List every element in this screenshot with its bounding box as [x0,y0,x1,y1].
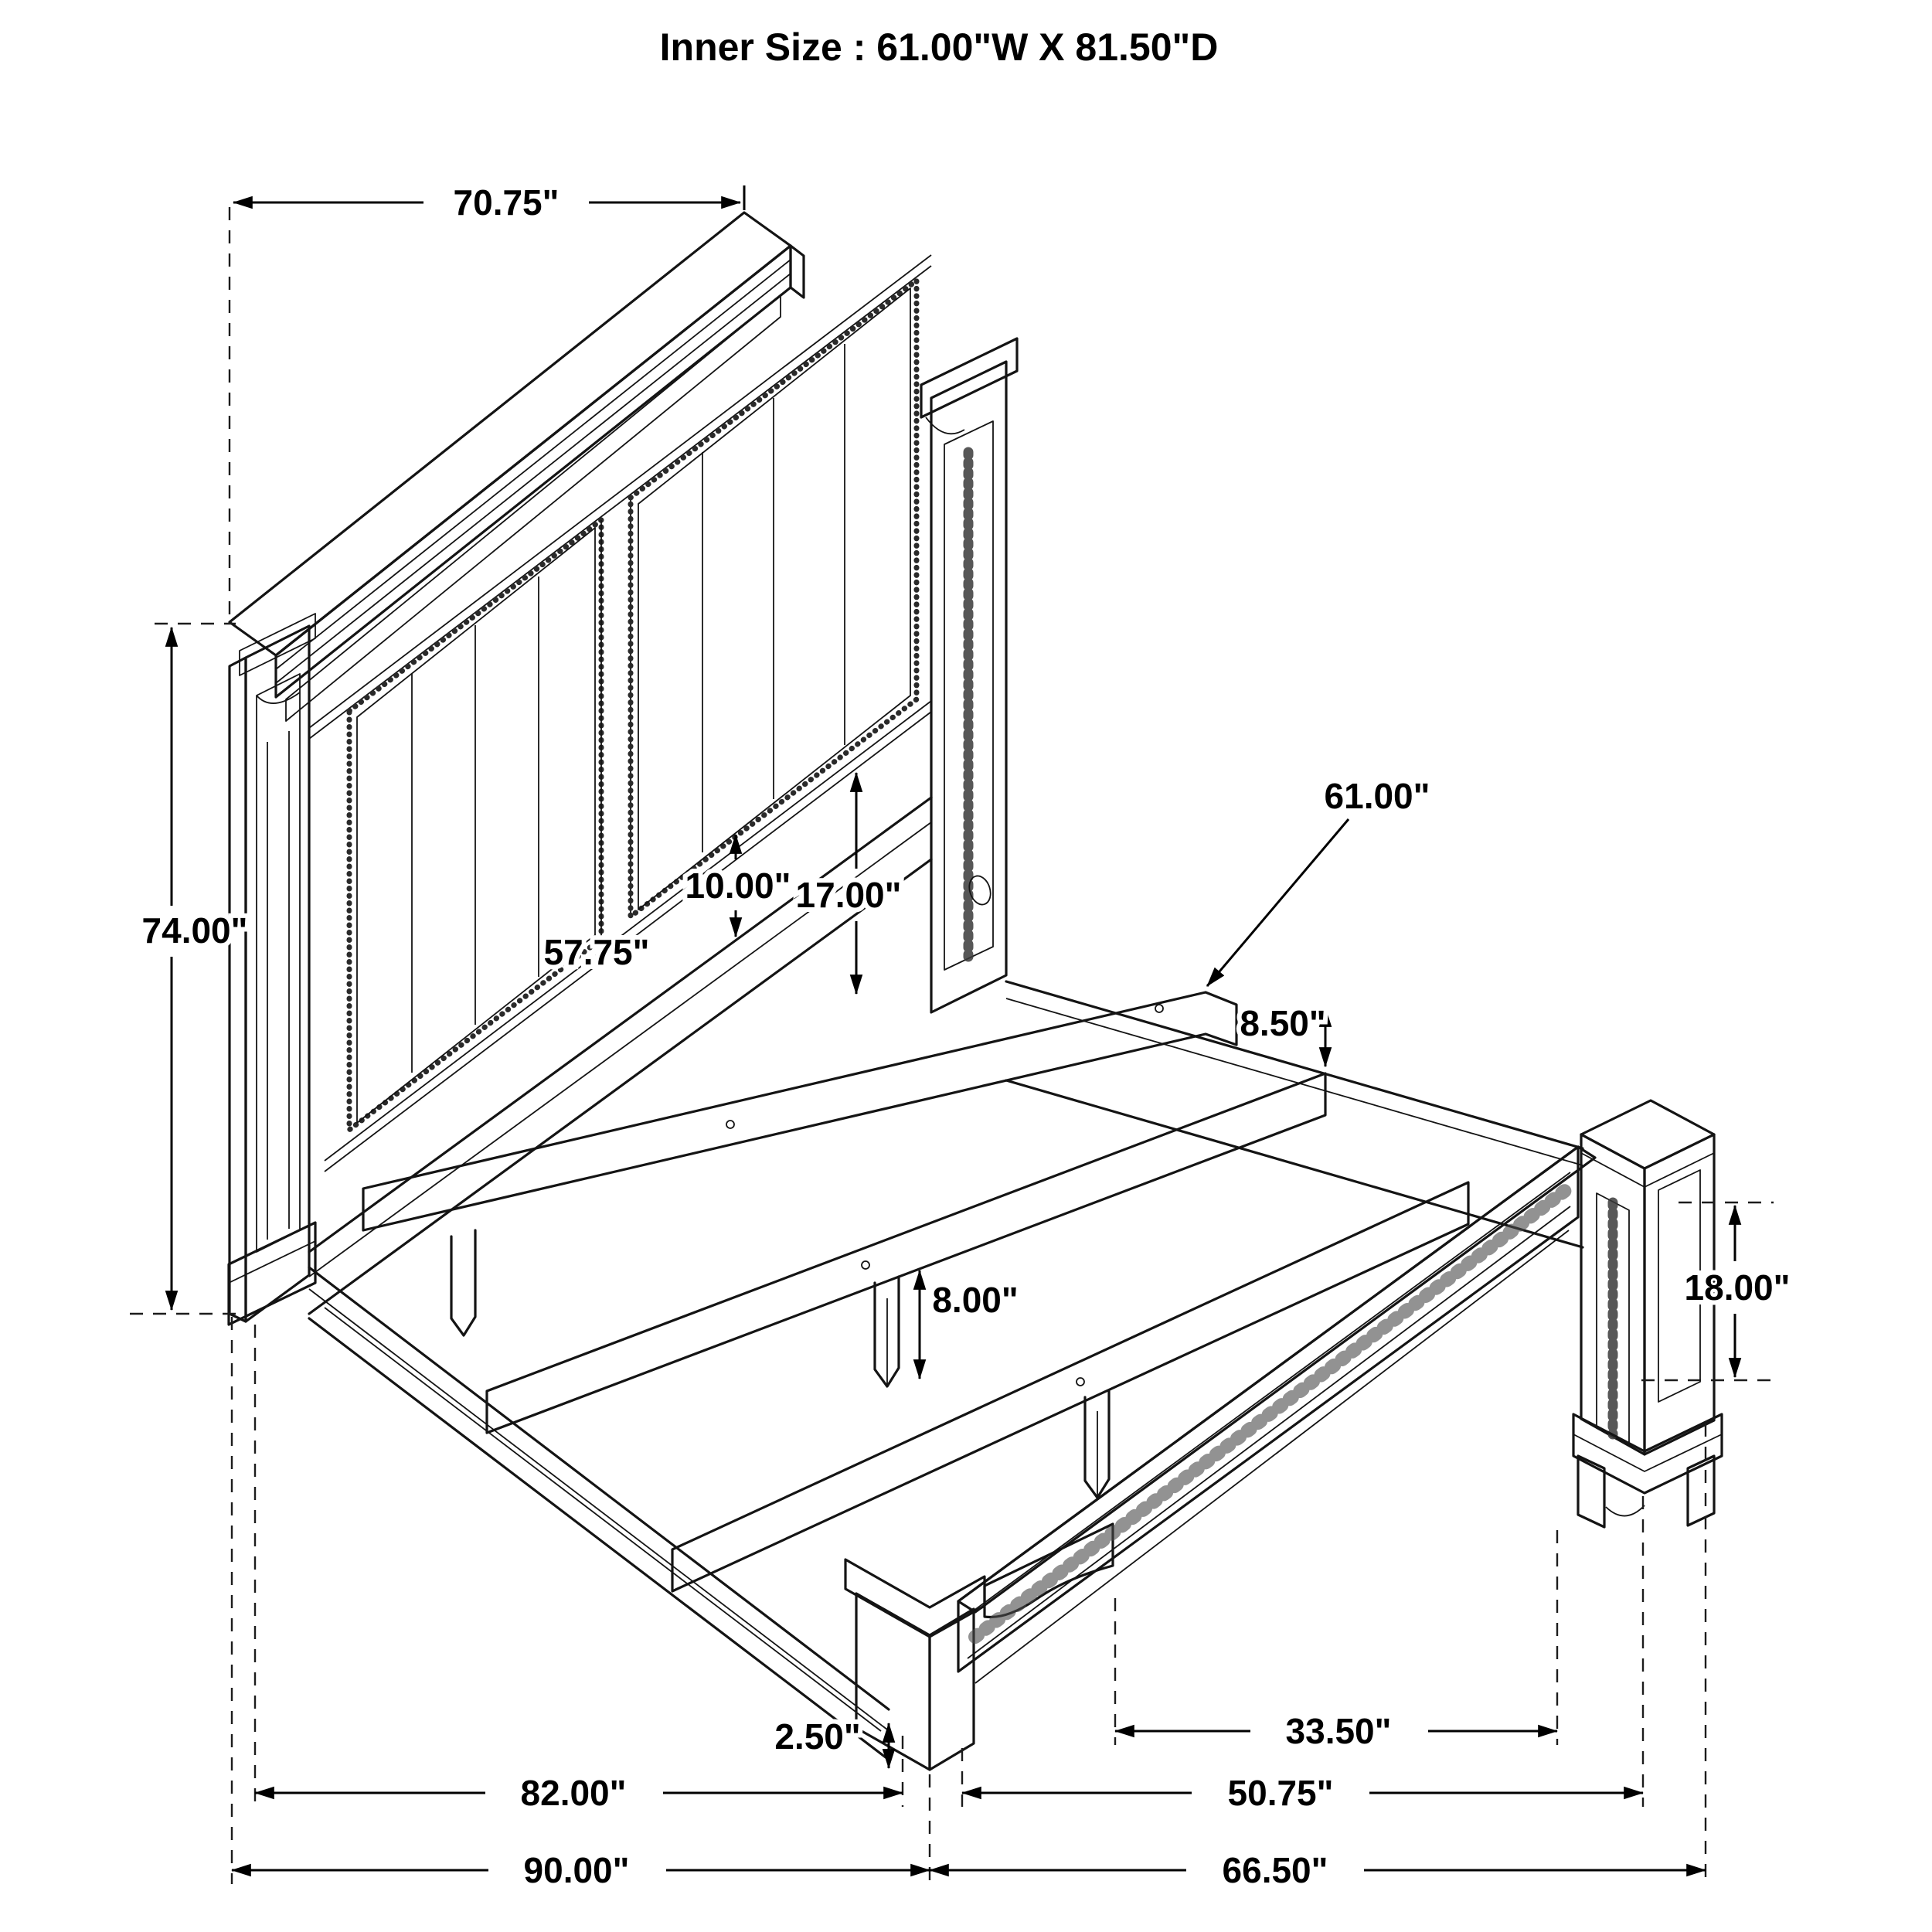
near-side-rail [309,1267,889,1757]
dim-label-headboard-height: 74.00" [141,910,248,951]
dimensions [142,182,1791,1890]
bed-platform [309,981,1583,1757]
footboard [845,1100,1722,1770]
slat-rail-2 [487,1073,1325,1433]
dim-headboard-height [142,628,248,1310]
dim-molding-span [1115,1711,1557,1751]
dim-label-footboard-overall-width: 66.50" [1222,1850,1328,1890]
dim-footboard-overall-width [930,1850,1706,1890]
egg-and-dart-molding [975,1190,1566,1637]
dim-label-inner-length: 82.00" [520,1773,627,1813]
support-leg-3 [451,1230,475,1335]
dim-slat-length [1207,776,1430,986]
headboard-panels [309,255,931,1172]
footboard-far-post [1573,1100,1722,1527]
screw-hole [1155,1005,1163,1012]
slat-rail-1 [363,992,1236,1230]
screw-hole [862,1261,869,1269]
headboard-crown-molding [230,213,804,721]
dim-label-molding-span: 33.50" [1285,1711,1392,1751]
center-support-legs [451,1230,1109,1498]
screw-hole [726,1121,734,1128]
dim-overall-length [232,1850,930,1890]
dim-support-leg-height [920,1270,1019,1379]
dim-label-footboard-height: 18.00" [1684,1267,1791,1308]
dim-label-support-leg-height: 8.00" [932,1280,1019,1320]
dim-label-headboard-inner-width: 57.75" [543,932,650,972]
page-title: Inner Size : 61.00"W X 81.50"D [659,26,1219,69]
dim-label-headboard-width: 70.75" [453,182,560,223]
dim-label-slat-spacing: 8.50" [1240,1003,1326,1043]
dim-label-footboard-inner-width: 50.75" [1227,1773,1334,1813]
headboard [229,213,1017,1325]
screw-hole [1077,1378,1084,1386]
footboard-bracket-foot [985,1524,1113,1617]
dim-inner-length [255,1773,903,1813]
dim-footboard-inner-width [962,1773,1643,1813]
dim-label-overall-length: 90.00" [523,1850,630,1890]
headboard-left-post [229,614,315,1325]
dim-label-leg-foot: 2.50" [774,1716,861,1757]
dim-headboard-width [233,182,740,223]
dim-label-panel-to-rail: 10.00" [685,866,791,906]
slat-rail-3 [672,1182,1468,1591]
dim-label-panel-to-slat: 17.00" [795,875,902,915]
dim-panel-to-slat [796,773,902,994]
dim-slat-spacing [1240,1003,1325,1066]
headboard-right-post [921,338,1017,1012]
dim-panel-to-rail [685,835,791,937]
dim-label-slat-length: 61.00" [1324,776,1430,816]
